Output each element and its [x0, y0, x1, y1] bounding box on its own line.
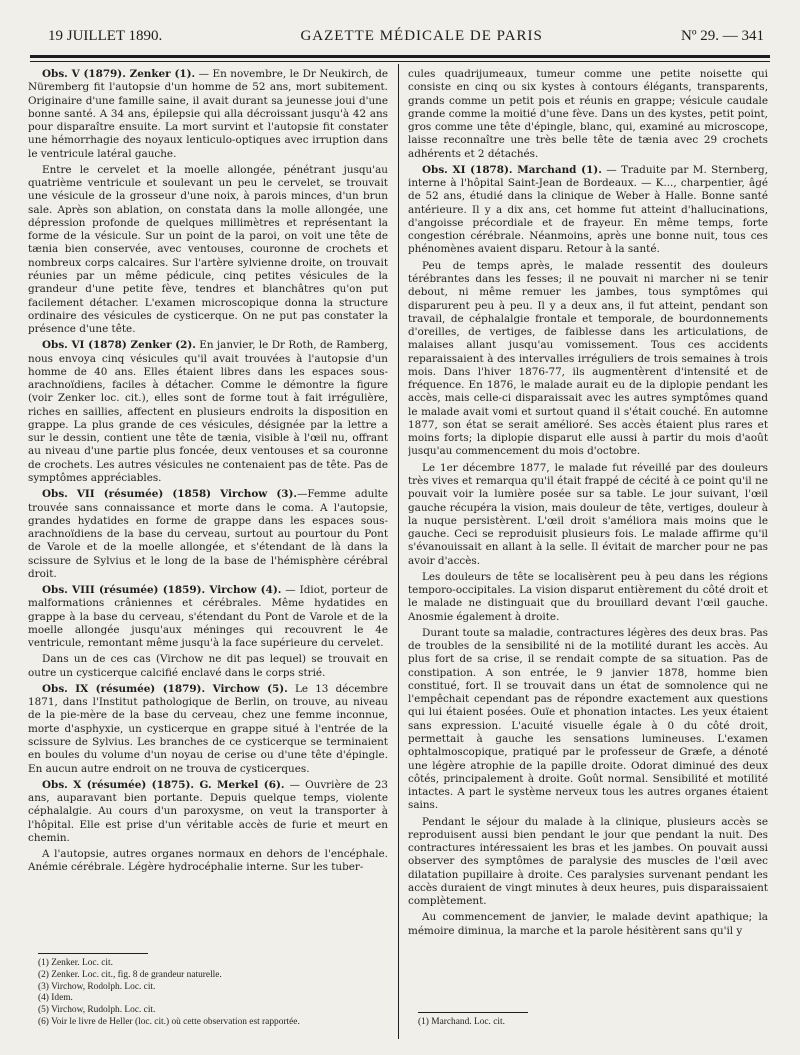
- paragraph-text: Pendant le séjour du malade à la clinique, plusieurs accès se reproduisent aussi bien pendant le jour que pendant la nuit. Des contractures intéressaient les bras et les jambes. On pouvait aussi observer des symptômes de paralysie des muscles de l'œil avec dilatation pupillaire à droite. Ces paralysies survenant pendant les accès duraient de vingt minutes à deux heures, puis disparaissaient complètement.: [408, 815, 768, 908]
- paragraph: [28, 653, 388, 680]
- header-title: GAZETTE MÉDICALE DE PARIS: [300, 28, 543, 44]
- header-thin-rule: [30, 61, 770, 62]
- left-footnote-rule: [38, 953, 148, 954]
- paragraph: [408, 164, 768, 257]
- paragraph-text: Durant toute sa maladie, contractures légères des deux bras. Pas de troubles de la sensibilité ni de la motilité durant les accès. Au plus fort de sa crise, il se rendait compte de sa situation. Pas de constipation. A son entrée, le 9 janvier 1878, homme bien constitué, fort. Il se trouvait dans un état de somnolence qui ne l'empêchait cependant pas de répondre exactement aux questions qui lui étaient posées. Ouïe et phonation intactes. Les yeux étaient sans expression. L'acuité visuelle égale à 0 du côté droit, permettait à gauche les sensations lumineuses. L'examen ophtalmoscopique, pratiqué par le professeur de Græfe, a dénoté une légère atrophie de la papille droite. Odorat diminué des deux côtés, principalement à droite. Goût normal. Sensibilité et motilité intactes. A part le système nerveux tous les autres organes étaient sains.: [408, 626, 768, 812]
- paragraph: [28, 683, 388, 776]
- paragraph: [408, 911, 768, 938]
- observation-heading: Obs. VIII (résumée) (1859). Virchow (4).: [42, 584, 282, 597]
- paragraph: [408, 68, 768, 161]
- paragraph: [28, 339, 388, 485]
- right-footnote-rule: [418, 1012, 528, 1013]
- footnote: (4) Idem.: [38, 993, 73, 1004]
- paragraph-text: En janvier, le Dr Roth, de Ramberg, nous envoya cinq vésicules qu'il avait trouvées à l'autopsie d'un homme de 40 ans. Elles étaient libres dans les espaces sous-arachnoïdiens, faciles à détacher. Comme le démontre la figure (voir Zenker loc. cit.), elles sont de forme tout à fait irrégulière, riches en saillies, affectent en plusieurs endroits la disposition en grappe. La plus grande de ces vésicules, désignée par la lettre a sur le dessin, contient une tête de tænia, visible à l'œil nu, offrant au niveau d'une partie plus foncée, deux ventouses et sa couronne de crochets. Les autres vésicules ne contenaient pas de tête. Pas de symptômes appréciables.: [28, 339, 388, 484]
- paragraph: [408, 627, 768, 813]
- left-column: [28, 68, 388, 948]
- paragraph-text: Le 1er décembre 1877, le malade fut réveillé par des douleurs très vives et remarqua qu'il était frappé de cécité à ce point qu'il ne pouvait voir la lumière posée sur sa table. Le jour suivant, l'œil gauche récupéra la vision, mais douleur de tête, vertiges, douleur à la nuque persistèrent. L'œil droit s'améliora mais moins que le gauche. Ceci se reproduisit plusieurs fois. Le malade affirme qu'il s'évanouissait en allant à la selle. Il évitait de marcher pour ne pas avoir d'accès.: [408, 461, 768, 567]
- observation-heading: Obs. XI (1878). Marchand (1).: [422, 163, 602, 176]
- observation-heading: Obs. X (résumée) (1875). G. Merkel (6).: [42, 778, 285, 791]
- paragraph: [408, 260, 768, 459]
- right-column: [408, 68, 768, 1001]
- paragraph: [408, 816, 768, 909]
- paragraph: [28, 584, 388, 650]
- header-thick-rule: [30, 55, 770, 58]
- paragraph-text: — En novembre, le Dr Neukirch, de Nüremberg fit l'autopsie d'un homme de 52 ans, mort subitement. Originaire d'une famille saine, il avait durant sa jeunesse joui d'une bonne santé. A 34 ans, épilepsie qui alla décroissant jusqu'à 42 ans pour disparaître ensuite. La mort survint et l'autopsie fit constater une hémorrhagie des noyaux lenticulo-optiques avec irruption dans le ventricule latéral gauche.: [28, 68, 388, 160]
- footnote: (6) Voir le livre de Heller (loc. cit.) où cette observation est rapportée.: [38, 1016, 300, 1027]
- page-header: [48, 28, 764, 54]
- paragraph-text: Au commencement de janvier, le malade devint apathique; la mémoire diminua, la marche et la parole hésitèrent sans qu'il y: [408, 911, 768, 937]
- footnote: (5) Virchow, Rudolph. Loc. cit.: [38, 1005, 156, 1015]
- column-divider: [398, 64, 399, 1039]
- footnote: (3) Virchow, Rodolph. Loc. cit.: [38, 981, 156, 992]
- header-page-number: Nº 29. — 341: [681, 28, 764, 44]
- paragraph: [408, 571, 768, 624]
- observation-heading: Obs. IX (résumée) (1879). Virchow (5).: [42, 682, 288, 695]
- paragraph-text: — Idiot, porteur de malformations crâniennes et cérébrales. Même hydatides en grappe à la base du cerveau, s'étendant du Pont de Varole et de la moelle allongée jusqu'aux méninges qui recouvrent le 4e ventricule, remontant même jusqu'à la face supérieure du cervelet.: [28, 584, 388, 650]
- paragraph-text: — Ouvrière de 23 ans, auparavant bien portante. Depuis quelque temps, violente céphalalgie. Au cours d'un paroxysme, on veut la transporter à l'hôpital. Elle est prise d'un véritable accès de furie et meurt en chemin.: [28, 778, 388, 844]
- observation-heading: Obs. VI (1878) Zenker (2).: [42, 339, 196, 352]
- paragraph-text: Les douleurs de tête se localisèrent peu à peu dans les régions temporo-occipitales. La vision disparut entièrement du côté droit et le malade ne distinguait que du brouillard devant l'œil gauche. Anosmie également à droite.: [408, 570, 768, 623]
- paragraph: [28, 779, 388, 845]
- right-footnotes: [418, 1017, 778, 1029]
- footnote: (1) Zenker. Loc. cit.: [38, 958, 113, 968]
- left-footnotes: [38, 958, 398, 1029]
- paragraph-text: Entre le cervelet et la moelle allongée, pénétrant jusqu'au quatrième ventricule et soulevant un peu le cervelet, se trouvait une vésicule de la grosseur d'une noix, à parois minces, d'un brun sale. Après son ablation, on constata dans la molle allongée, une dépression profonde de quelques millimètres et représentant la forme de la vésicule. Sur un point de la paroi, on voit une tête de tænia bien conservée, avec ventouses, couronne de crochets et nombreux corps calcaires. Sur l'artère sylvienne droite, on trouvait réunies par un même pédicule, cinq petites vésicules de la grandeur d'une petite fève, tendres et blanchâtres qu'on put facilement détacher. L'examen microscopique donna la structure ordinaire des vésicules de cysticerque. On ne put pas constater la présence d'une tête.: [28, 163, 388, 336]
- paragraph-text: Dans un de ces cas (Virchow ne dit pas lequel) se trouvait en outre un cysticerque calcifié enclavé dans le corps strié.: [28, 653, 388, 679]
- paragraph: [28, 848, 388, 875]
- header-date: 19 JUILLET 1890.: [48, 28, 163, 44]
- paragraph: [28, 68, 388, 161]
- paragraph-text: Le 13 décembre 1871, dans l'Institut pathologique de Berlin, on trouve, au niveau de la pie-mère de la base du cerveau, chez une femme inconnue, morte d'asphyxie, un cysticerque en grappe situé à l'entrée de la scissure de Sylvius. Les branches de ce cysticerque se terminaient en boules du volume d'un noyau de cerise ou d'une tête d'épingle. En aucun autre endroit on ne trouva de cysticerques.: [28, 682, 388, 775]
- paragraph: [408, 462, 768, 568]
- paragraph: [28, 488, 388, 581]
- observation-heading: Obs. V (1879). Zenker (1).: [42, 68, 196, 80]
- paragraph-text: —Femme adulte trouvée sans connaissance et morte dans le coma. A l'autopsie, grandes hydatides en forme de grappe dans les espaces sous-arachnoïdiens de la base du cerveau, surtout au pourtour du Pont de Varole et de la moelle allongée, et s'étendant de là dans la scissure de Sylvius et le long de la base de l'hémisphère cérébral droit.: [28, 488, 388, 580]
- paragraph: [28, 164, 388, 336]
- paragraph-text: cules quadrijumeaux, tumeur comme une petite noisette qui consiste en cinq ou six kystes à contours élégants, transparents, grands comme un petit pois et réunis en grappe; vésicule caudale grande comme la moitié d'une fève. Dans un des kystes, petit point, gros comme une tête d'épingle, blanc, qui, examiné au microscope, laisse reconnaître une très belle tête de tænia avec 29 crochets adhérents et 2 détachés.: [408, 68, 768, 160]
- footnote: (2) Zenker. Loc. cit., fig. 8 de grandeur naturelle.: [38, 969, 222, 980]
- paragraph-text: — Traduite par M. Sternberg, interne à l'hôpital Saint-Jean de Bordeaux. — K..., charpentier, âgé de 52 ans, étudié dans la clinique de Weber à Halle. Bonne santé antérieure. Il y a dix ans, cet homme fut atteint d'hallucinations, d'angoisse précordiale et de frayeur. En même temps, forte congestion cérébrale. Néanmoins, après une bonne nuit, tous ces phénomènes avaient disparu. Retour à la santé.: [408, 163, 768, 256]
- observation-heading: Obs. VII (résumée) (1858) Virchow (3).: [42, 488, 297, 501]
- paragraph-text: Peu de temps après, le malade ressentit des douleurs térébrantes dans les fesses; il ne pouvait ni marcher ni se tenir debout, ni même remuer les jambes, tous symptômes qui disparurent peu à peu. Il y a deux ans, il fut atteint, pendant son travail, de céphalalgie frontale et temporale, de bourdonnements d'oreilles, de vertiges, de faiblesse dans les articulations, de malaises allant jusqu'au vomissement. Tous ces accidents reparaissaient à des intervalles irréguliers de trois semaines à trois mois. Dans l'hiver 1876-77, ils augmentèrent d'intensité et de fréquence. En 1876, le malade aurait eu de la diplopie pendant les accès, mais celle-ci disparaissait avec les autres symptômes quand le malade avait vomi et surtout quand il s'était couché. En automne 1877, son état se serait amélioré. Ses accès étaient plus rares et moins forts; la diplopie disparut elle aussi à partir du mois d'août jusqu'au commencement du mois d'octobre.: [408, 259, 768, 458]
- footnote: (1) Marchand. Loc. cit.: [418, 1017, 505, 1027]
- paragraph-text: A l'autopsie, autres organes normaux en dehors de l'encéphale. Anémie cérébrale. Légère hydrocéphalie interne. Sur les tuber-: [28, 848, 388, 874]
